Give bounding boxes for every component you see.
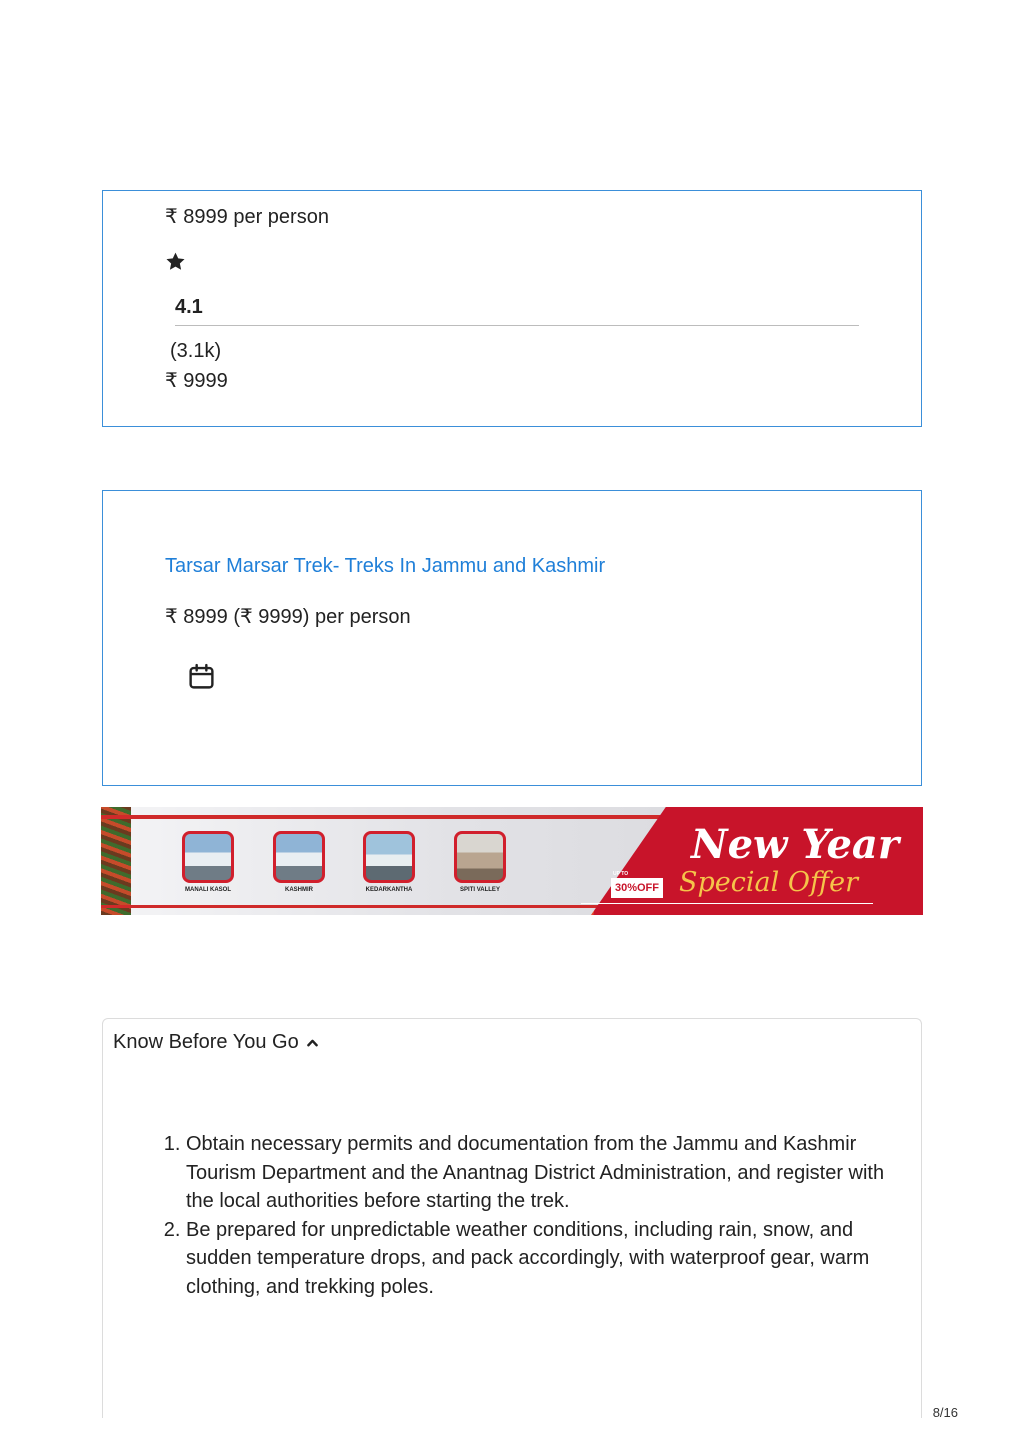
destination-label: SPITI VALLEY	[460, 887, 500, 893]
discount-badge: 30%OFF	[611, 878, 663, 898]
price-per-person: ₹ 8999 per person	[165, 206, 329, 228]
destination-tile-spiti	[454, 831, 506, 883]
know-before-list	[162, 1130, 906, 1302]
trek-price: ₹ 8999 (₹ 9999) per person	[165, 606, 411, 628]
trek-title-link[interactable]: Tarsar Marsar Trek- Treks In Jammu and Kashmir	[165, 555, 606, 577]
star-icon	[165, 251, 186, 272]
list-item: 2. Be prepared for unpredictable weather conditions, including rain, snow, and sudden temperature drops, and pack accordingly, with waterproof gear, warm clothing, and trekking poles.	[186, 1216, 906, 1302]
page-number: 8/16	[932, 1405, 958, 1420]
chevron-up-icon	[307, 1037, 318, 1048]
offer-title: New Year	[691, 821, 899, 868]
destination-tile-kashmir	[273, 831, 325, 883]
trek-card	[102, 490, 922, 786]
destination-label: KEDARKANTHA	[365, 887, 413, 893]
list-item: 1. Obtain necessary permits and documentation from the Jammu and Kashmir Tourism Department and the Anantnag District Administration, and register with the local authorities before starting the trek.	[186, 1130, 906, 1216]
destination-tile-kedarkantha	[363, 831, 415, 883]
divider	[175, 325, 859, 326]
christmas-tree-decoration	[101, 807, 131, 915]
know-before-heading: Know Before You Go	[113, 1031, 299, 1053]
offer-upto: UP TO	[613, 871, 629, 877]
offer-underline	[581, 903, 873, 904]
offer-subtitle: Special Offer	[679, 867, 858, 898]
banner-stripe	[101, 815, 661, 819]
calendar-icon[interactable]	[187, 662, 216, 691]
know-before-toggle[interactable]	[113, 1031, 318, 1054]
rating-value: 4.1	[175, 296, 203, 318]
destination-label: MANALI KASOL	[185, 887, 231, 893]
destination-tile-manali	[182, 831, 234, 883]
banner-stripe-bottom	[101, 905, 661, 908]
destination-label: KASHMIR	[285, 887, 313, 893]
new-year-offer-banner[interactable]	[101, 807, 923, 915]
original-price: ₹ 9999	[165, 370, 228, 392]
review-count: (3.1k)	[170, 340, 222, 362]
